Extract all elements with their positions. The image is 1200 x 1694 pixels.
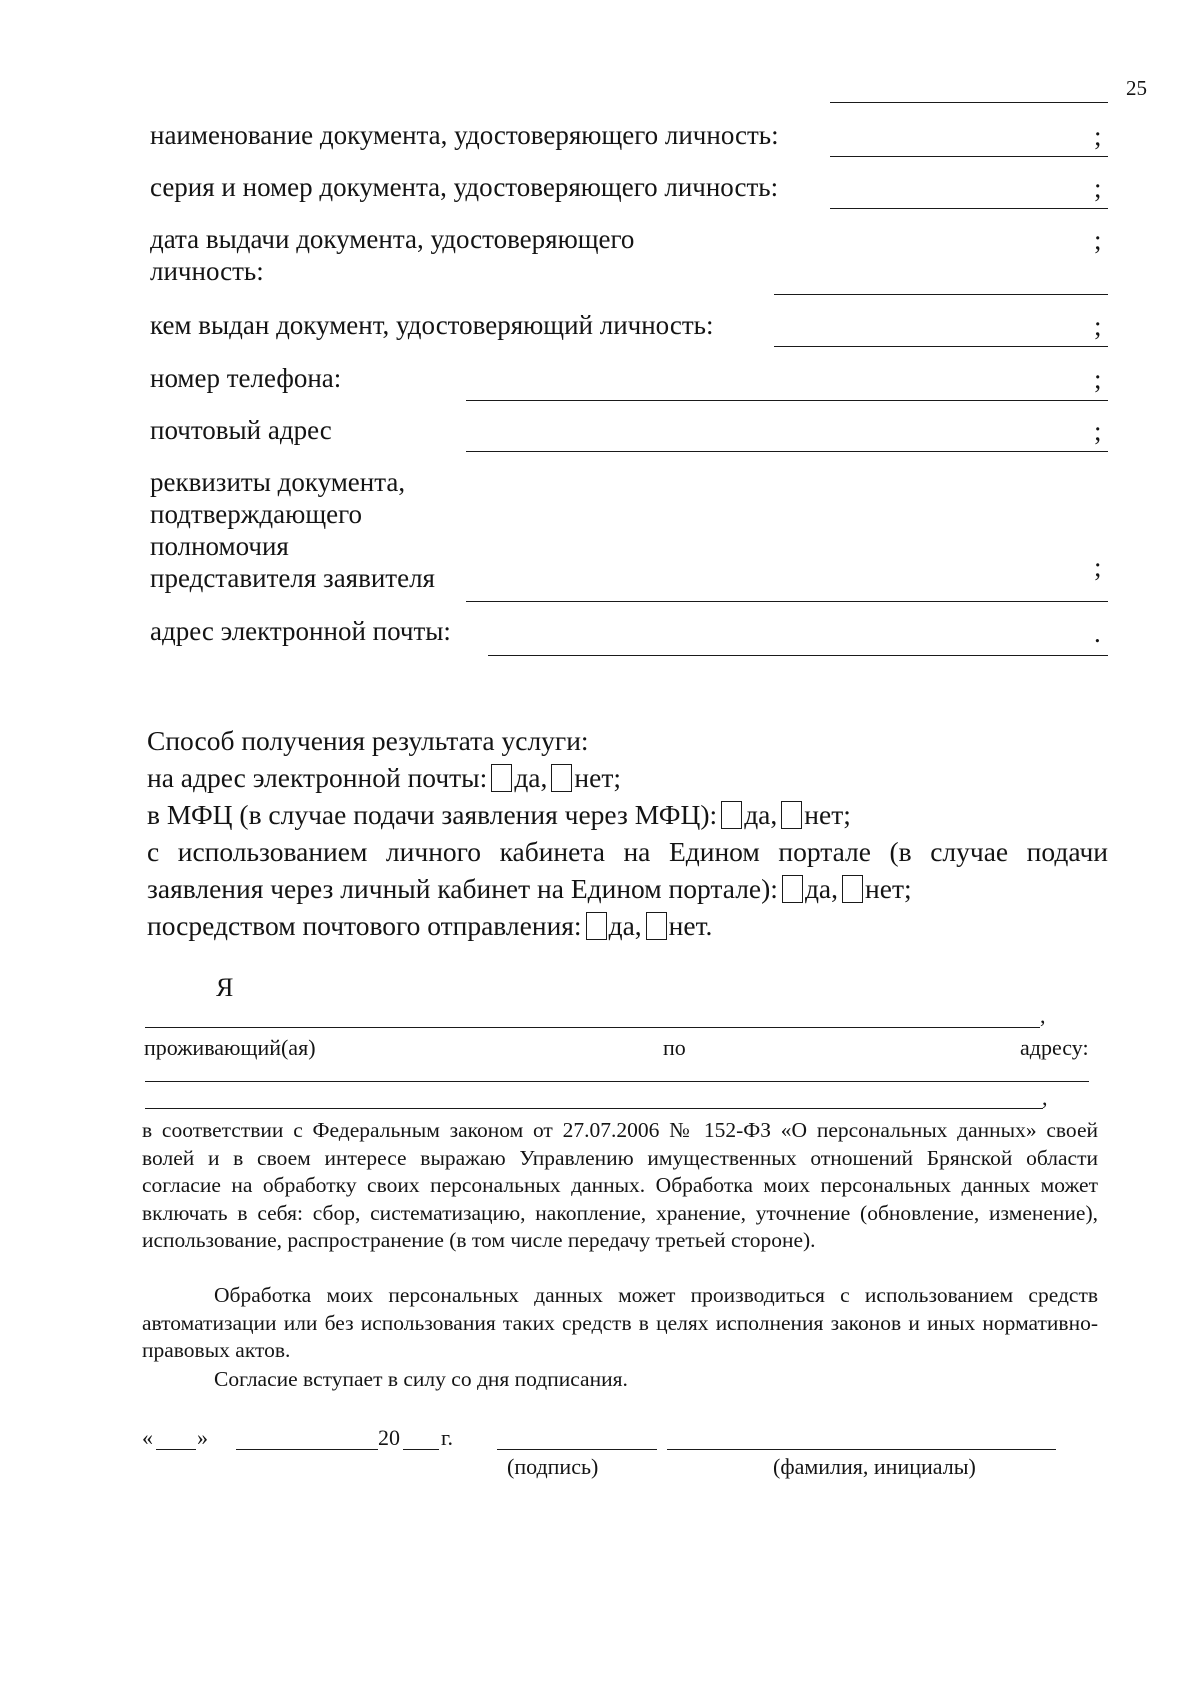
no-end-label: нет. bbox=[668, 910, 713, 941]
rekv-field[interactable] bbox=[466, 601, 1108, 602]
year-prefix: 20 bbox=[378, 1425, 400, 1450]
issued-by-field[interactable] bbox=[774, 346, 1108, 347]
method-post-label: посредством почтового отправления: bbox=[147, 910, 582, 941]
address-field-2[interactable] bbox=[145, 1108, 1043, 1109]
method-post-row bbox=[147, 907, 712, 944]
full-name-field[interactable] bbox=[667, 1449, 1056, 1450]
comma: , bbox=[1040, 1003, 1046, 1028]
post-yes-checkbox[interactable] bbox=[586, 912, 607, 940]
no-label: нет; bbox=[574, 762, 621, 793]
email-no-checkbox[interactable] bbox=[551, 764, 572, 792]
semicolon: ; bbox=[1094, 552, 1102, 582]
consent-paragraph-1: в соответствии с Федеральным законом от 27.07.2006 № 152-ФЗ «О персональных данных» своей волей и в своем интересе выражаю Управлению имущественных отношений Брянской области согласие на обработку своих персональных данных. Обработка моих персональных данных может включать в себя: сбор, систематизацию, накопление, хранение, уточнение (обновление, изменение), использование, распространение (в том числе передачу третьей стороне). bbox=[142, 1118, 1098, 1252]
semicolon: ; bbox=[1094, 173, 1102, 203]
yes-label: да, bbox=[804, 873, 839, 904]
consent-paragraph-2: Обработка моих персональных данных может производиться с использованием средств автоматизации или без использования таких средств в целях исполнения законов и иных нормативно-правовых актов. bbox=[142, 1283, 1098, 1362]
method-mfc-label: в МФЦ (в случае подачи заявления через МФЦ): bbox=[147, 799, 718, 830]
semicolon: ; bbox=[1094, 121, 1102, 151]
signature-field[interactable] bbox=[497, 1449, 657, 1450]
method-email-label: на адрес электронной почты: bbox=[147, 762, 488, 793]
mfc-no-checkbox[interactable] bbox=[781, 801, 802, 829]
rekv-label-1: реквизиты документа, bbox=[150, 467, 406, 497]
issue-date-label-2: личность: bbox=[150, 256, 264, 286]
quote-close: » bbox=[197, 1425, 208, 1450]
consent-paragraph-3: Согласие вступает в силу со дня подписания. bbox=[214, 1367, 628, 1391]
year-suffix: г. bbox=[441, 1425, 454, 1450]
page-number: 25 bbox=[1126, 76, 1147, 100]
doc-series-label: серия и номер документа, удостоверяющего личность: bbox=[150, 172, 779, 202]
email-field[interactable] bbox=[488, 655, 1108, 656]
issue-date-label-1: дата выдачи документа, удостоверяющего bbox=[150, 224, 635, 254]
method-portal-line-1: с использованием личного кабинета на Едином портале (в случае подачи bbox=[147, 836, 1108, 867]
address-field-1[interactable] bbox=[145, 1081, 1089, 1082]
rekv-label-4: представителя заявителя bbox=[150, 563, 435, 593]
doc-series-field[interactable] bbox=[830, 208, 1108, 209]
yes-label: да, bbox=[608, 910, 642, 941]
phone-label: номер телефона: bbox=[150, 363, 342, 393]
portal-no-checkbox[interactable] bbox=[842, 875, 863, 903]
postal-label: почтовый адрес bbox=[150, 415, 332, 445]
method-portal-row bbox=[147, 870, 912, 907]
issued-by-label: кем выдан документ, удостоверяющий личность: bbox=[150, 310, 714, 340]
rekv-label-2: подтверждающего bbox=[150, 499, 363, 529]
ya-label: Я bbox=[216, 973, 234, 1002]
period: . bbox=[1094, 618, 1101, 648]
portal-yes-checkbox[interactable] bbox=[782, 875, 803, 903]
email-yes-checkbox[interactable] bbox=[491, 764, 512, 792]
name-field[interactable] bbox=[145, 1027, 1040, 1028]
address-label: адресу: bbox=[1020, 1035, 1089, 1060]
mfc-yes-checkbox[interactable] bbox=[721, 801, 742, 829]
month-field[interactable] bbox=[236, 1449, 378, 1450]
doc-name-label: наименование документа, удостоверяющего личность: bbox=[150, 120, 779, 150]
yes-label: да, bbox=[744, 799, 778, 830]
residing-label: проживающий(ая) bbox=[144, 1035, 316, 1060]
comma: , bbox=[1042, 1085, 1048, 1110]
semicolon: ; bbox=[1094, 416, 1102, 446]
doc-name-field[interactable] bbox=[830, 156, 1108, 157]
day-field[interactable] bbox=[156, 1449, 196, 1450]
method-email-row bbox=[147, 759, 621, 796]
semicolon: ; bbox=[1094, 364, 1102, 394]
rekv-label-3: полномочия bbox=[150, 531, 289, 561]
post-no-checkbox[interactable] bbox=[646, 912, 667, 940]
signature-caption: (подпись) bbox=[507, 1454, 599, 1479]
postal-field[interactable] bbox=[466, 451, 1108, 452]
semicolon: ; bbox=[1094, 225, 1102, 255]
no-label: нет; bbox=[865, 873, 912, 904]
semicolon: ; bbox=[1094, 311, 1102, 341]
top-line bbox=[830, 102, 1108, 103]
phone-field[interactable] bbox=[466, 400, 1108, 401]
email-label: адрес электронной почты: bbox=[150, 616, 451, 646]
issue-date-field[interactable] bbox=[774, 294, 1108, 295]
method-portal-label: заявления через личный кабинет на Едином портале): bbox=[147, 873, 778, 904]
method-mfc-row bbox=[147, 796, 851, 833]
no-label: нет; bbox=[804, 799, 851, 830]
quote-open: « bbox=[142, 1425, 153, 1450]
method-title: Способ получения результата услуги: bbox=[147, 725, 589, 756]
yes-label: да, bbox=[514, 762, 548, 793]
po-label: по bbox=[663, 1035, 686, 1060]
year-field[interactable] bbox=[403, 1449, 439, 1450]
full-name-caption: (фамилия, инициалы) bbox=[773, 1454, 976, 1479]
